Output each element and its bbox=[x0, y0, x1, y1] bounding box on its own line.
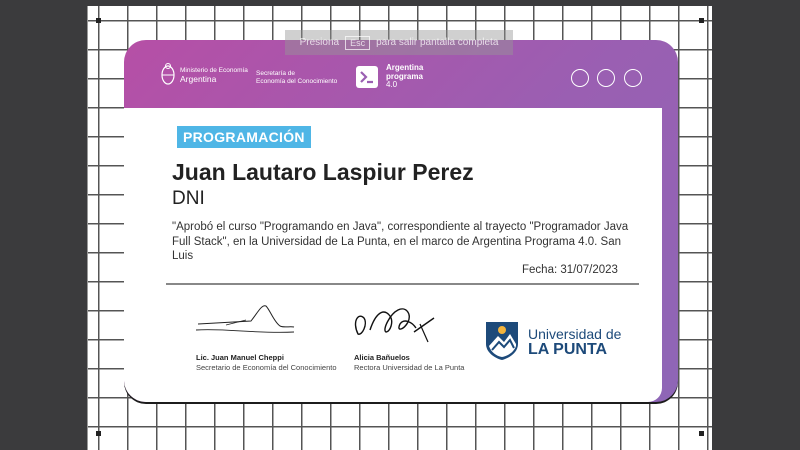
student-name: Juan Lautaro Laspiur Perez bbox=[172, 159, 474, 185]
argentina-programa-label: Argentina programa 4.0 bbox=[386, 63, 424, 89]
page-corner-mark bbox=[699, 18, 704, 23]
notice-press-text: Presiona bbox=[299, 37, 340, 48]
university-name-line1: Universidad de bbox=[528, 326, 622, 342]
certificate-date: Fecha: 31/07/2023 bbox=[522, 264, 618, 276]
notice-exit-text: para salir pantalla completa bbox=[376, 37, 499, 48]
signature-banuelos-icon bbox=[350, 302, 440, 348]
divider bbox=[166, 283, 639, 285]
signature-cheppi-icon bbox=[196, 302, 296, 346]
category-badge: PROGRAMACIÓN bbox=[177, 126, 311, 148]
fullscreen-exit-notice bbox=[285, 30, 513, 55]
page-corner-mark bbox=[96, 18, 101, 23]
signer-2-name: Alicia Bañuelos bbox=[354, 353, 410, 362]
esc-key-hint: Esc bbox=[345, 36, 370, 50]
ministerio-label: Ministerio de Economía Argentina bbox=[180, 67, 248, 84]
signer-1-name: Lic. Juan Manuel Cheppi bbox=[196, 353, 284, 362]
universidad-la-punta-logo-icon bbox=[484, 320, 520, 360]
signer-2-role: Rectora Universidad de La Punta bbox=[354, 363, 465, 372]
document-label: DNI bbox=[172, 188, 205, 209]
page-corner-mark bbox=[96, 431, 101, 436]
secretaria-label: Secretaría de Economía del Conocimiento bbox=[256, 70, 338, 85]
signer-1-role: Secretario de Economía del Conocimiento bbox=[196, 363, 337, 372]
page-corner-mark bbox=[699, 431, 704, 436]
certificate-content bbox=[124, 40, 678, 402]
certificate-description: "Aprobó el curso "Programando en Java", correspondiente al trayecto "Programador Java Full Stack", en la Universidad de La Punta, en el marco de Argentina Programa 4.0. San Luis bbox=[172, 221, 629, 262]
university-name-line2: LA PUNTA bbox=[528, 341, 608, 358]
